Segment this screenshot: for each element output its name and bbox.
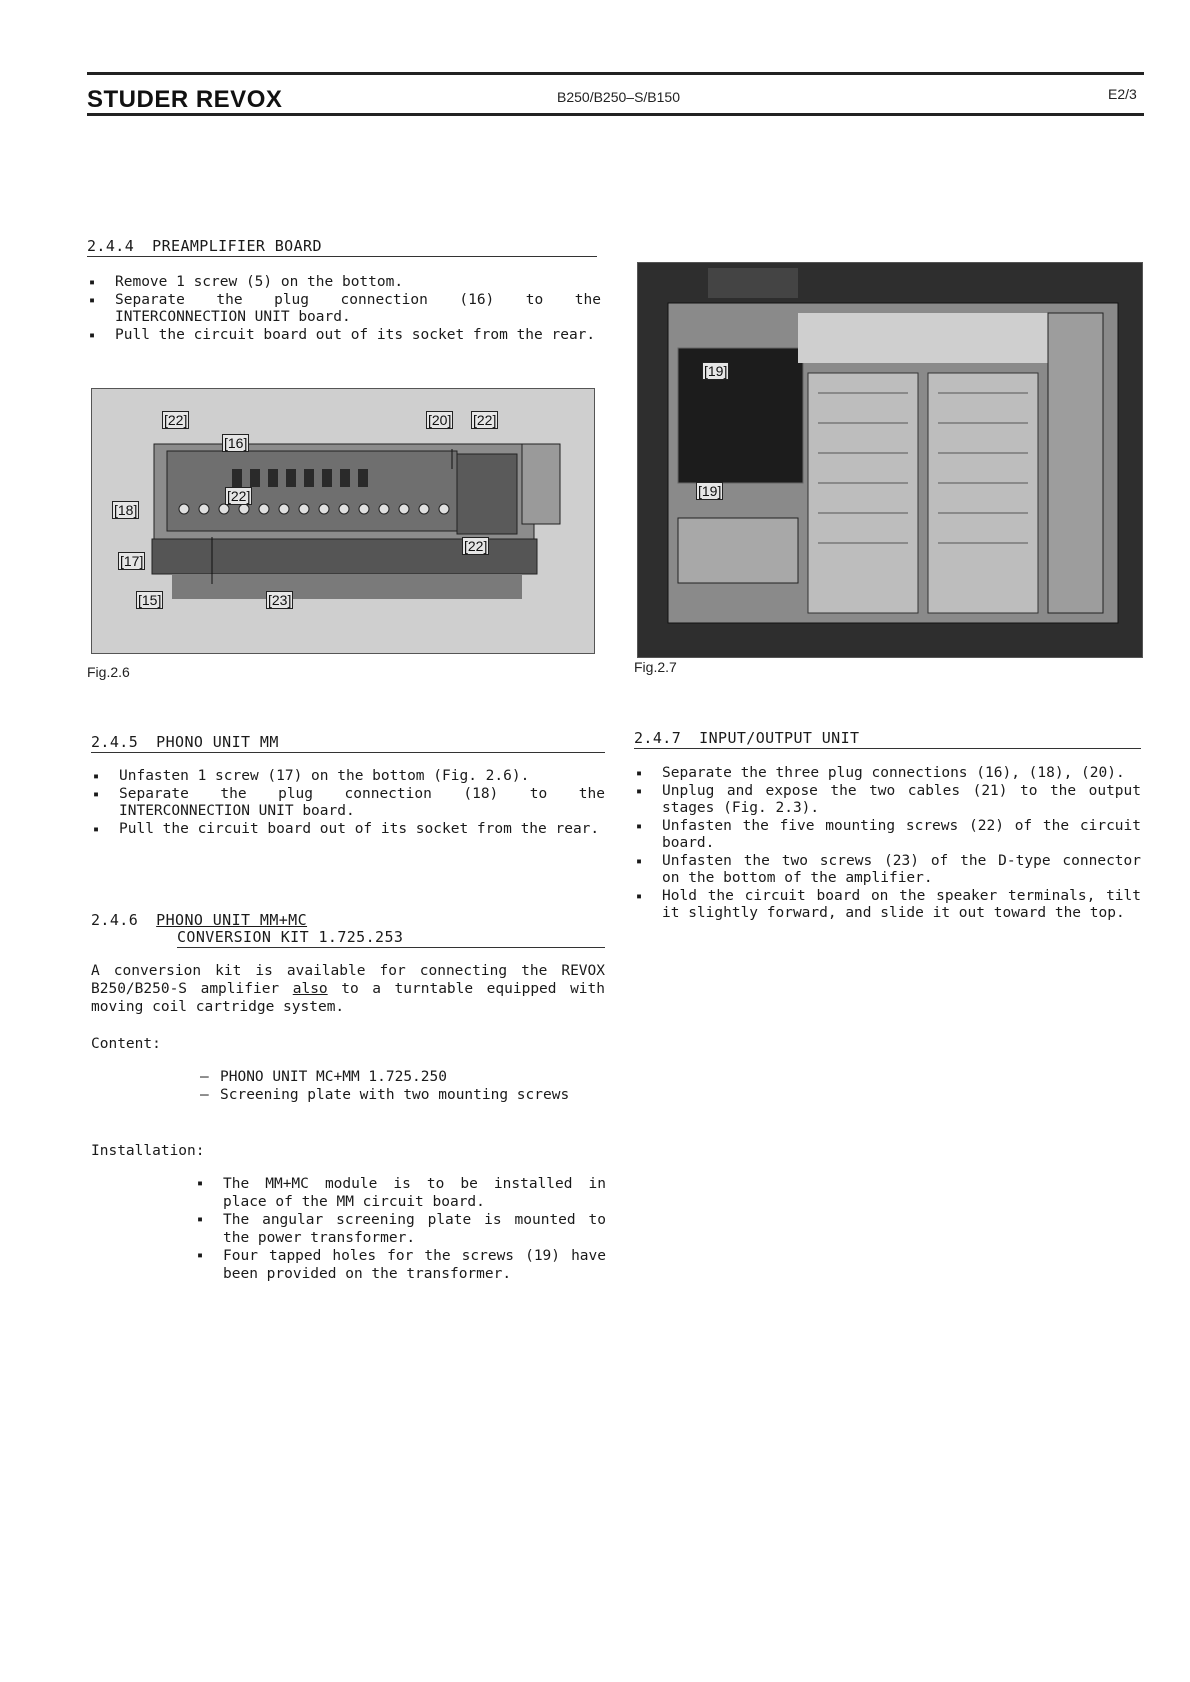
callout-16: [16] bbox=[224, 435, 248, 451]
callout-19: [19] bbox=[698, 483, 722, 499]
preamp-steps bbox=[87, 274, 601, 344]
section-number: 2.4.6 bbox=[91, 911, 139, 929]
list-item: ▪ Separate the plug connection (16) to the INTERCONNECTION UNIT board. bbox=[87, 292, 601, 327]
intro-text: to a turntable equipped with moving coil cartridge system. bbox=[91, 981, 605, 1015]
section-heading-2-4-6 bbox=[91, 911, 307, 929]
section-title: INPUT/OUTPUT UNIT bbox=[699, 729, 860, 747]
section-heading-2-4-4 bbox=[87, 237, 597, 257]
callout-17: [17] bbox=[120, 553, 144, 569]
list-item: ▪ Four tapped holes for the screws (19) have been provided on the transformer. bbox=[195, 1247, 606, 1283]
section-number: 2.4.4 bbox=[87, 237, 135, 255]
figure-2-7-caption: Fig.2.7 bbox=[634, 659, 677, 675]
list-item: ▪ Pull the circuit board out of its socket from the rear. bbox=[87, 327, 601, 345]
list-item: ▪ The MM+MC module is to be installed in place of the MM circuit board. bbox=[195, 1175, 606, 1211]
list-item: – PHONO UNIT MC+MM 1.725.250 bbox=[200, 1068, 606, 1086]
callout-15: [15] bbox=[138, 592, 162, 608]
model-number: B250/B250–S/B150 bbox=[557, 89, 680, 105]
list-item: ▪ The angular screening plate is mounted to the power transformer. bbox=[195, 1211, 606, 1247]
list-item: ▪ Unfasten the two screws (23) of the D-type connector on the bottom of the amplifier. bbox=[634, 853, 1141, 888]
list-item: ▪ Hold the circuit board on the speaker terminals, tilt it slightly forward, and slide it out toward the top. bbox=[634, 888, 1141, 923]
brand-logo: STUDER REVOX bbox=[87, 86, 283, 113]
list-item: ▪ Unplug and expose the two cables (21) to the output stages (Fig. 2.3). bbox=[634, 783, 1141, 818]
section-number: 2.4.7 bbox=[634, 729, 682, 747]
callout-22: [22] bbox=[164, 412, 188, 428]
callout-22: [22] bbox=[227, 488, 251, 504]
section-number: 2.4.5 bbox=[91, 733, 139, 751]
section-subheading-2-4-6 bbox=[177, 928, 605, 948]
list-item: ▪ Unfasten the five mounting screws (22) of the circuit board. bbox=[634, 818, 1141, 853]
callout-22: [22] bbox=[473, 412, 497, 428]
section-title: PHONO UNIT MM+MC bbox=[156, 911, 308, 929]
figure-2-7-photo bbox=[637, 262, 1143, 658]
section-title: PREAMPLIFIER BOARD bbox=[152, 237, 322, 255]
conversion-kit-intro bbox=[91, 962, 605, 1016]
list-item: ▪ Separate the three plug connections (16), (18), (20). bbox=[634, 765, 1141, 783]
content-list bbox=[200, 1068, 606, 1104]
installation-label: Installation: bbox=[91, 1143, 205, 1159]
phono-mm-steps bbox=[91, 768, 605, 838]
page-number: E2/3 bbox=[1108, 86, 1137, 102]
section-title: CONVERSION KIT 1.725.253 bbox=[177, 928, 404, 946]
intro-text: A conversion kit is available for connecting the REVOX B250/B250-S amplifier bbox=[91, 963, 605, 997]
figure-2-6-caption: Fig.2.6 bbox=[87, 664, 130, 680]
installation-steps bbox=[195, 1175, 606, 1283]
callout-18: [18] bbox=[114, 502, 138, 518]
content-label: Content: bbox=[91, 1036, 161, 1052]
section-heading-2-4-7 bbox=[634, 729, 1141, 749]
header-rule-top bbox=[87, 72, 1144, 75]
callout-20: [20] bbox=[428, 412, 452, 428]
intro-emphasis: also bbox=[292, 981, 328, 997]
header-rule-bottom bbox=[87, 113, 1144, 116]
callout-23: [23] bbox=[268, 592, 292, 608]
input-output-steps bbox=[634, 765, 1141, 923]
callout-19: [19] bbox=[704, 363, 728, 379]
list-item: ▪ Unfasten 1 screw (17) on the bottom (Fig. 2.6). bbox=[91, 768, 605, 786]
list-item: ▪ Pull the circuit board out of its socket from the rear. bbox=[91, 821, 605, 839]
figure-2-6-photo bbox=[91, 388, 595, 654]
callout-22: [22] bbox=[464, 538, 488, 554]
section-title: PHONO UNIT MM bbox=[156, 733, 279, 751]
list-item: ▪ Remove 1 screw (5) on the bottom. bbox=[87, 274, 601, 292]
amplifier-top-illustration bbox=[638, 263, 1142, 657]
section-heading-2-4-5 bbox=[91, 733, 605, 753]
list-item: – Screening plate with two mounting screws bbox=[200, 1086, 606, 1104]
list-item: ▪ Separate the plug connection (18) to the INTERCONNECTION UNIT board. bbox=[91, 786, 605, 821]
